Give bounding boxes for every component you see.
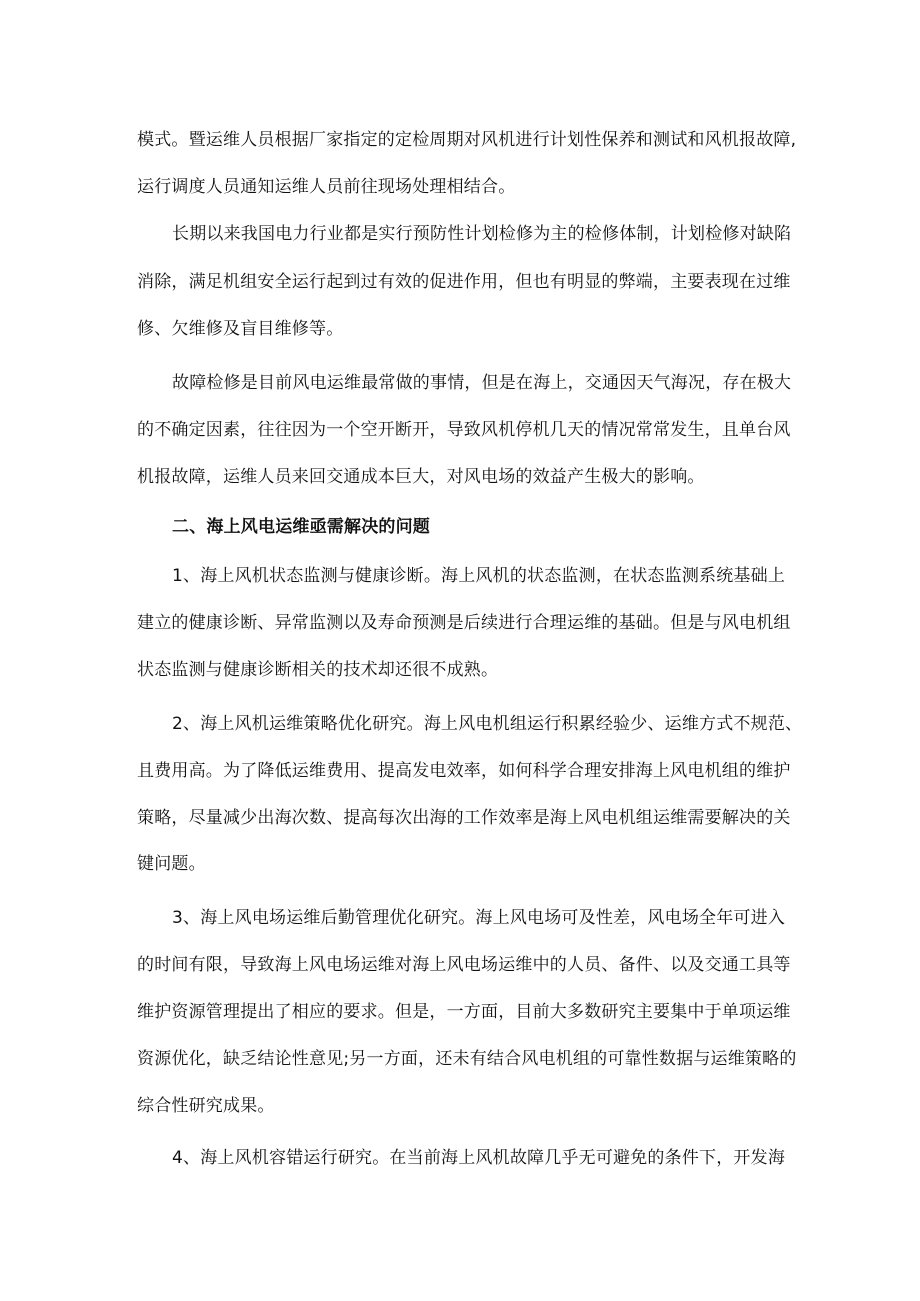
paragraph-line: 键问题。	[137, 854, 206, 874]
paragraph-line: 且费用高。为了降低运维费用、提高发电效率，如何科学合理安排海上风电机组的维护	[137, 761, 791, 781]
paragraph-line: 模式。暨运维人员根据厂家指定的定检周期对风机进行计划性保养和测试和风机报故障,	[137, 130, 797, 150]
section-heading: 二、海上风电运维亟需解决的问题	[172, 517, 430, 537]
paragraph-line: 策略，尽量减少出海次数、提高每次出海的工作效率是海上风电机组运维需要解决的关	[137, 808, 791, 828]
paragraph-line: 3、海上风电场运维后勤管理优化研究。海上风电场可及性差，风电场全年可进入	[172, 908, 786, 928]
paragraph-line: 的不确定因素，往往因为一个空开断开，导致风机停机几天的情况常常发生，且单台风	[137, 420, 791, 440]
paragraph-line: 综合性研究成果。	[137, 1096, 275, 1116]
paragraph-line: 状态监测与健康诊断相关的技术却还很不成熟。	[137, 660, 499, 680]
paragraph-line: 的时间有限，导致海上风电场运维对海上风电场运维中的人员、备件、以及交通工具等	[137, 955, 791, 975]
paragraph-line: 建立的健康诊断、异常监测以及寿命预测是后续进行合理运维的基础。但是与风电机组	[137, 613, 791, 633]
paragraph-line: 机报故障，运维人员来回交通成本巨大，对风电场的效益产生极大的影响。	[137, 467, 705, 487]
paragraph-line: 4、海上风机容错运行研究。在当前海上风机故障几乎无可避免的条件下，开发海	[172, 1148, 786, 1168]
paragraph-line: 长期以来我国电力行业都是实行预防性计划检修为主的检修体制，计划检修对缺陷	[172, 224, 792, 244]
paragraph-line: 故障检修是目前风电运维最常做的事情，但是在海上，交通因天气海况，存在极大	[172, 373, 792, 393]
paragraph-line: 修、欠维修及盲目维修等。	[137, 319, 344, 339]
paragraph-line: 1、海上风机状态监测与健康诊断。海上风机的状态监测，在状态监测系统基础上	[172, 566, 786, 586]
paragraph-line: 2、海上风机运维策略优化研究。海上风电机组运行积累经验少、运维方式不规范、	[172, 714, 803, 734]
paragraph-line: 资源优化，缺乏结论性意见;另一方面，还未有结合风电机组的可靠性数据与运维策略的	[137, 1049, 797, 1069]
paragraph-line: 维护资源管理提出了相应的要求。但是，一方面，目前大多数研究主要集中于单项运维	[137, 1002, 791, 1022]
paragraph-line: 消除，满足机组安全运行起到过有效的促进作用，但也有明显的弊端，主要表现在过维	[137, 272, 791, 292]
paragraph-line: 运行调度人员通知运维人员前往现场处理相结合。	[137, 177, 516, 197]
